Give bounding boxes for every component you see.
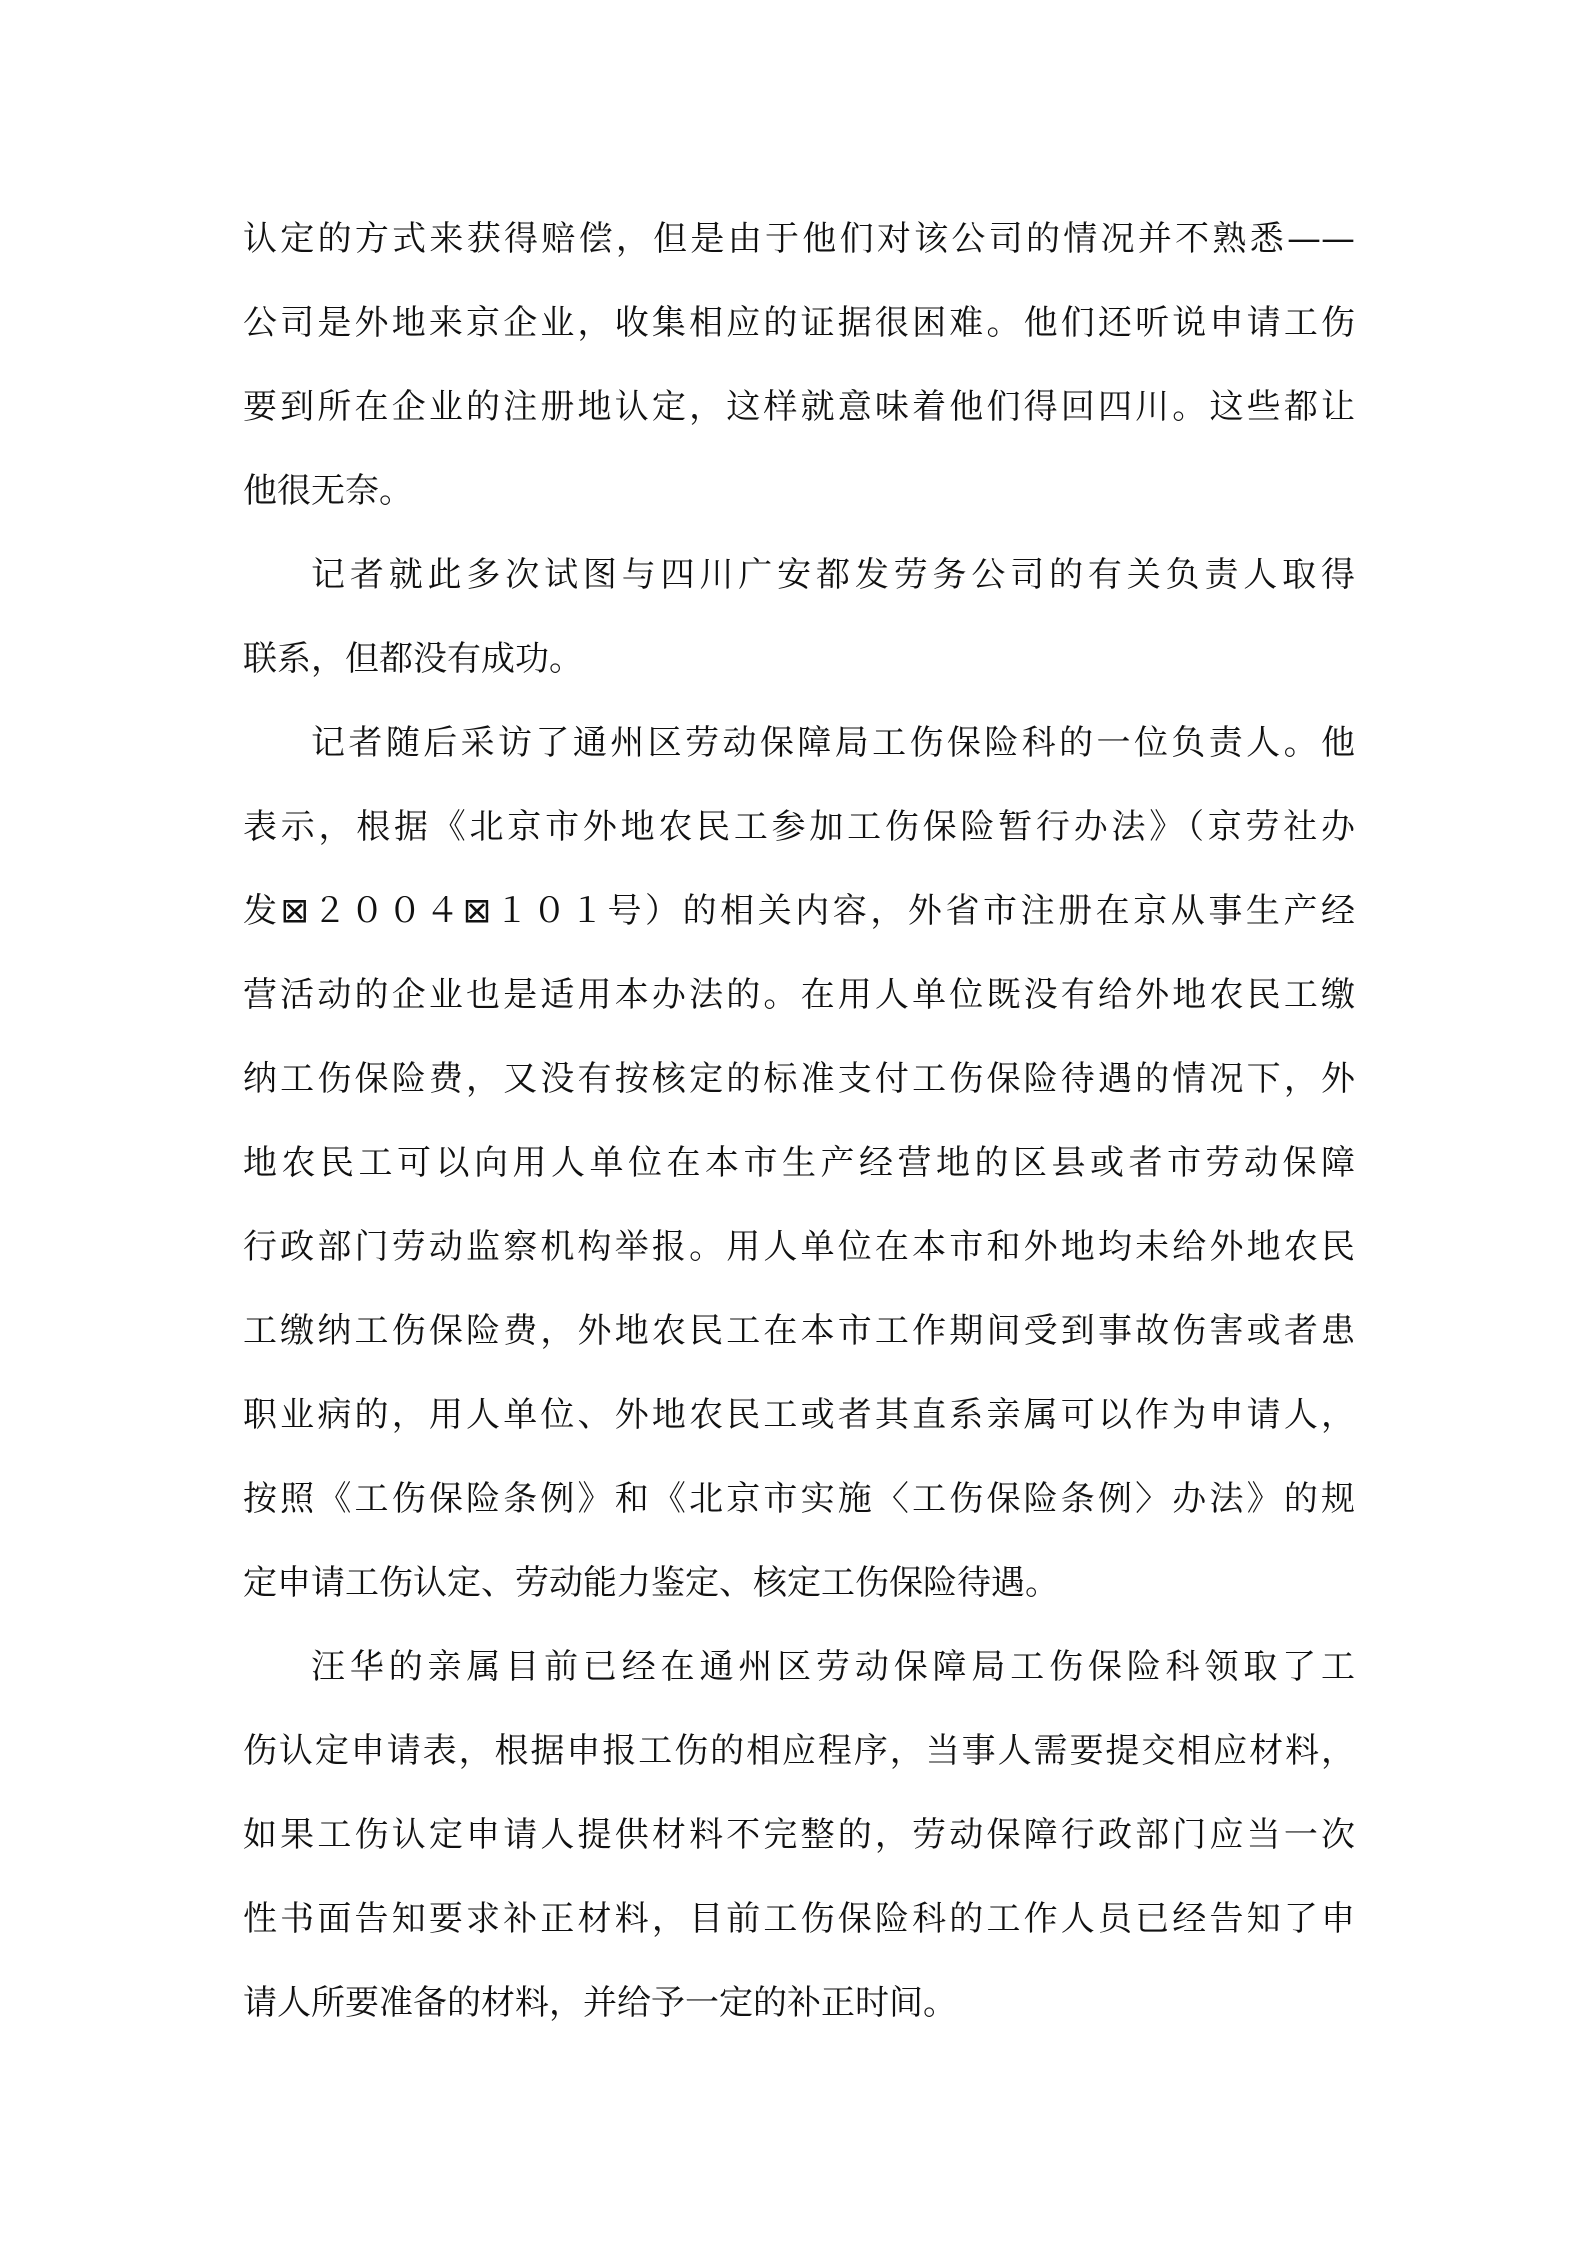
paragraph-line: 纳工伤保险费，又没有按核定的标准支付工伤保险待遇的情况下，外 xyxy=(243,1059,1355,1099)
paragraph-3 xyxy=(243,701,1355,1625)
document-body xyxy=(243,197,1355,2045)
paragraph-2 xyxy=(243,533,1355,701)
paragraph-line: 表示，根据《北京市外地农民工参加工伤保险暂行办法》（京劳社办 xyxy=(243,807,1355,847)
paragraph-line: 汪华的亲属目前已经在通州区劳动保障局工伤保险科领取了工 xyxy=(311,1647,1355,1687)
paragraph-line: 营活动的企业也是适用本办法的。在用人单位既没有给外地农民工缴 xyxy=(243,975,1355,1015)
paragraph-line: 请人所要准备的材料，并给予一定的补正时间。 xyxy=(243,1983,957,2023)
paragraph-line: 地农民工可以向用人单位在本市生产经营地的区县或者市劳动保障 xyxy=(243,1143,1355,1183)
paragraph-line: 性书面告知要求补正材料，目前工伤保险科的工作人员已经告知了申 xyxy=(243,1899,1355,1939)
paragraph-line: 职业病的，用人单位、外地农民工或者其直系亲属可以作为申请人， xyxy=(243,1395,1355,1435)
paragraph-line: 工缴纳工伤保险费，外地农民工在本市工作期间受到事故伤害或者患 xyxy=(243,1311,1355,1351)
paragraph-1 xyxy=(243,197,1355,533)
paragraph-line: 伤认定申请表，根据申报工伤的相应程序，当事人需要提交相应材料， xyxy=(243,1731,1355,1771)
paragraph-line: 发⊠２００４⊠１０１号）的相关内容，外省市注册在京从事生产经 xyxy=(243,891,1355,931)
paragraph-line: 按照《工伤保险条例》和《北京市实施〈工伤保险条例〉办法》的规 xyxy=(243,1479,1355,1519)
paragraph-line: 记者随后采访了通州区劳动保障局工伤保险科的一位负责人。他 xyxy=(311,723,1355,763)
paragraph-line: 认定的方式来获得赔偿，但是由于他们对该公司的情况并不熟悉—— xyxy=(243,219,1355,259)
paragraph-4 xyxy=(243,1625,1355,2045)
paragraph-line: 他很无奈。 xyxy=(243,471,413,511)
paragraph-line: 公司是外地来京企业，收集相应的证据很困难。他们还听说申请工伤 xyxy=(243,303,1355,343)
paragraph-line: 要到所在企业的注册地认定，这样就意味着他们得回四川。这些都让 xyxy=(243,387,1355,427)
paragraph-line: 行政部门劳动监察机构举报。用人单位在本市和外地均未给外地农民 xyxy=(243,1227,1355,1267)
paragraph-line: 定申请工伤认定、劳动能力鉴定、核定工伤保险待遇。 xyxy=(243,1563,1059,1603)
paragraph-line: 如果工伤认定申请人提供材料不完整的，劳动保障行政部门应当一次 xyxy=(243,1815,1355,1855)
paragraph-line: 联系，但都没有成功。 xyxy=(243,639,583,679)
paragraph-line: 记者就此多次试图与四川广安都发劳务公司的有关负责人取得 xyxy=(311,555,1355,595)
